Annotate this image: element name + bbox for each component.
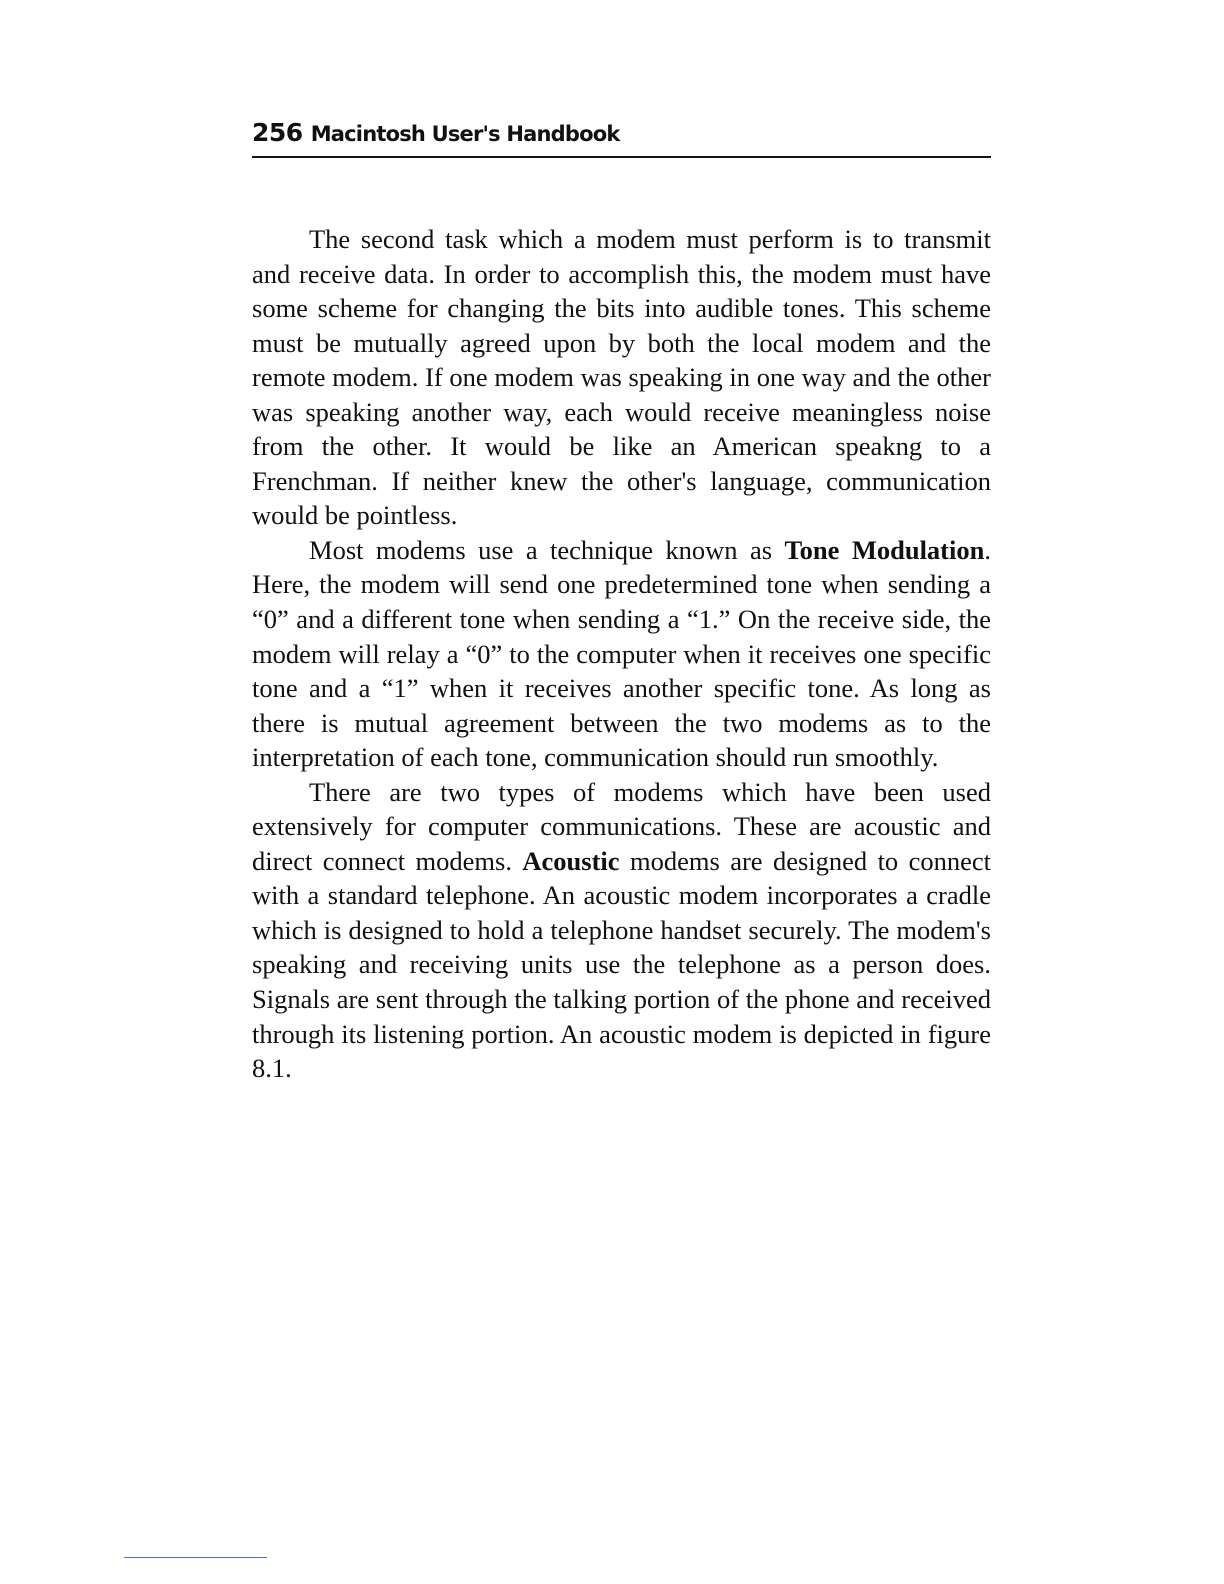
term-acoustic: Acoustic bbox=[522, 845, 620, 876]
page-number: 256 bbox=[252, 118, 303, 147]
paragraph-1 bbox=[252, 222, 991, 533]
book-title: Macintosh User's Handbook bbox=[310, 122, 620, 146]
paragraph-2 bbox=[252, 533, 991, 775]
paragraph-2-rest: . Here, the modem will send one predetermined tone when sending a “0” and a different tone when sending a “1.” On the receive side, the modem will relay a “0” to the computer when it receives one specific tone and a “1” when it receives another specific tone. As long as there is mutual agreement between the two modems as to the interpretation of each tone, communication should run smoothly. bbox=[252, 534, 991, 773]
body-text bbox=[252, 222, 991, 1086]
paragraph-3-rest: modems are designed to connect with a standard telephone. An acoustic modem incorporates a cradle which is designed to hold a telephone handset securely. The modem's speaking and receiving units use the telephone as a person does. Signals are sent through the talking portion of the phone and received through its listening portion. An acoustic modem is depicted in figure 8.1. bbox=[252, 845, 992, 1084]
paragraph-3-lead: There are two types of modems which have been used extensively for computer communications. These are acoustic and direct connect modems. bbox=[252, 776, 991, 876]
term-tone-modulation: Tone Modulation bbox=[784, 534, 985, 565]
footer-rule bbox=[124, 1557, 267, 1558]
paragraph-3 bbox=[252, 775, 991, 1086]
paragraph-2-lead: Most modems use a technique known as bbox=[309, 534, 785, 565]
running-head bbox=[252, 118, 991, 158]
paragraph-1-text: The second task which a modem must perform is to transmit and receive data. In order to accomplish this, the modem must have some scheme for changing the bits into audible tones. This scheme must be mutually agreed upon by both the local modem and the remote modem. If one modem was speaking in one way and the other was speaking another way, each would receive meaningless noise from the other. It would be like an American speakng to a Frenchman. If neither knew the other's language, communication would be pointless. bbox=[252, 224, 991, 531]
